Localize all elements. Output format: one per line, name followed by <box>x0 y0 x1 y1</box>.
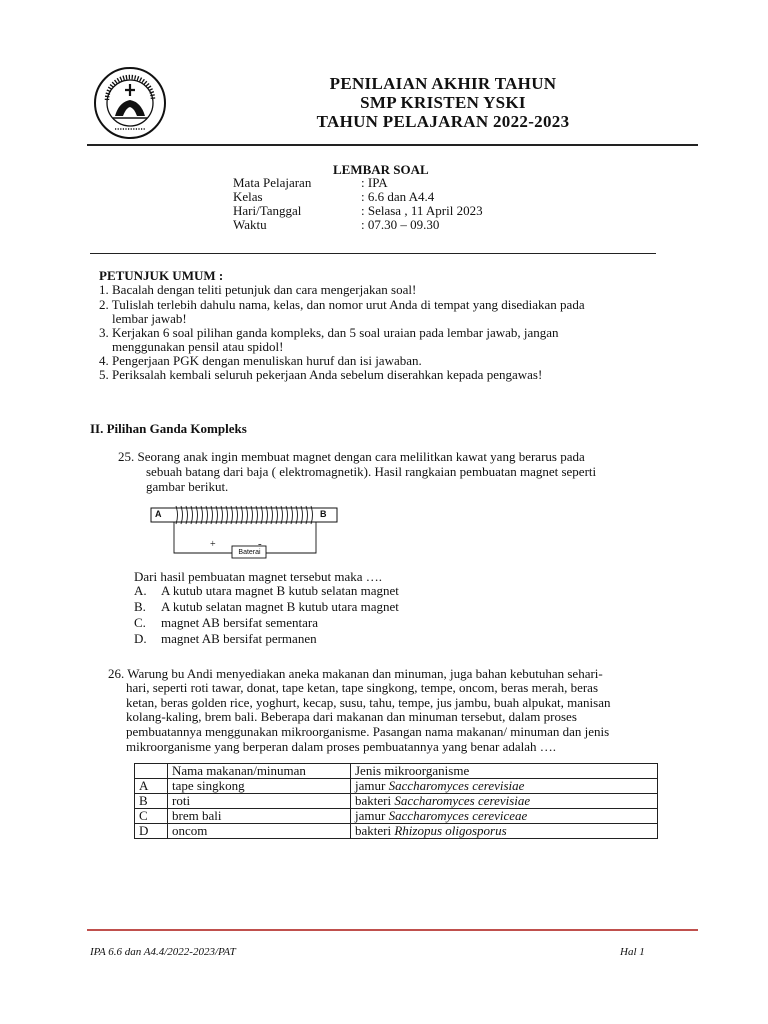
info-value: : Selasa , 11 April 2023 <box>361 203 483 218</box>
info-value: : IPA <box>361 175 388 190</box>
table-cell-micro <box>351 794 658 809</box>
figure-plus-sign: + <box>210 539 216 550</box>
instruction-line: 4. Pengerjaan PGK dengan menuliskan huruf dan isi jawaban. <box>99 353 422 368</box>
table-header-cell <box>135 764 168 779</box>
micro-type: bakteri <box>355 793 395 808</box>
header-divider <box>87 144 698 146</box>
q26-text: 26. Warung bu Andi menyediakan aneka makanan dan minuman, juga bahan kebutuhan sehari- <box>108 666 603 681</box>
table-cell-micro <box>351 809 658 824</box>
q26-text: hari, seperti roti tawar, donat, tape ketan, tape singkong, tempe, oncom, beras merah, beras <box>126 680 599 695</box>
instructions-title: PETUNJUK UMUM : <box>99 268 224 283</box>
table-header-cell: Jenis mikroorganisme <box>351 764 658 779</box>
micro-species: Rhizopus oligosporus <box>394 823 507 838</box>
table-row <box>135 794 658 809</box>
option-letter: D. <box>134 631 147 646</box>
option-text: A kutub selatan magnet B kutub utara magnet <box>161 599 399 614</box>
table-cell-option: A <box>135 779 168 794</box>
option-text: A kutub utara magnet B kutub selatan magnet <box>161 583 399 598</box>
info-label: Mata Pelajaran <box>233 175 312 190</box>
table-row <box>135 824 658 839</box>
table-cell-food: oncom <box>168 824 351 839</box>
footer-page-number: Hal 1 <box>620 946 645 958</box>
school-logo <box>93 66 167 140</box>
micro-type: jamur <box>355 778 389 793</box>
footer-doc-code: IPA 6.6 dan A4.4/2022-2023/PAT <box>90 946 236 958</box>
option-text: magnet AB bersifat sementara <box>161 615 319 630</box>
figure-minus-sign: - <box>258 538 262 550</box>
option-letter: C. <box>134 615 146 630</box>
table-cell-micro <box>351 824 658 839</box>
instruction-line: 5. Periksalah kembali seluruh pekerjaan Anda sebelum diserahkan kepada pengawas! <box>99 367 543 382</box>
info-value: : 6.6 dan A4.4 <box>361 189 435 204</box>
micro-species: Saccharomyces cerevisiae <box>388 778 525 793</box>
micro-species: Saccharomyces cereviceae <box>388 808 528 823</box>
q25-text: gambar berikut. <box>146 479 229 494</box>
header-title-line2: SMP KRISTEN YSKI <box>360 93 526 112</box>
table-row <box>135 779 658 794</box>
table-cell-food: roti <box>168 794 351 809</box>
instruction-line: menggunakan pensil atau spidol! <box>112 339 284 354</box>
info-value: : 07.30 – 09.30 <box>361 217 440 232</box>
table-header-row <box>135 764 658 779</box>
header-title-line3: TAHUN PELAJARAN 2022-2023 <box>316 112 570 131</box>
answer-options-table <box>134 763 658 839</box>
school-logo-seal <box>93 66 167 140</box>
q26-text: kolang-kaling, brem bali. Beberapa dari makanan dan minuman tersebut, dalam proses <box>126 709 577 724</box>
figure-label-b: B <box>320 509 327 519</box>
q25-text: sebuah batang dari baja ( elektromagnetik). Hasil rangkaian pembuatan magnet seperti <box>146 464 597 479</box>
instruction-line: 1. Bacalah dengan teliti petunjuk dan cara mengerjakan soal! <box>99 282 417 297</box>
instruction-line: 3. Kerjakan 6 soal pilihan ganda kompleks, dan 5 soal uraian pada lembar jawab, jangan <box>99 325 559 340</box>
table-header-cell: Nama makanan/minuman <box>168 764 351 779</box>
section-title: II. Pilihan Ganda Kompleks <box>90 421 247 436</box>
table-cell-micro <box>351 779 658 794</box>
q25-option-a <box>134 583 399 599</box>
q25-option-c <box>134 615 318 631</box>
figure-label-a: A <box>155 509 162 519</box>
instruction-line: 2. Tulislah terlebih dahulu nama, kelas, dan nomor urut Anda di tempat yang disediakan pada <box>99 297 585 312</box>
q25-option-d <box>134 631 317 647</box>
info-divider <box>90 253 656 254</box>
instruction-line: lembar jawab! <box>112 311 187 326</box>
table-cell-option: D <box>135 824 168 839</box>
option-letter: B. <box>134 599 146 614</box>
q26-text: mikroorganisme yang berperan dalam proses pembuatannya yang benar adalah …. <box>126 739 557 754</box>
table-cell-food: tape singkong <box>168 779 351 794</box>
q26-text: pembuatannya menggunakan mikroorganisme. Pasangan nama makanan/ minuman dan jenis <box>126 724 610 739</box>
table-cell-option: B <box>135 794 168 809</box>
info-label: Hari/Tanggal <box>233 203 302 218</box>
sheet-title: LEMBAR SOAL <box>333 162 429 177</box>
option-letter: A. <box>134 583 147 598</box>
q25-stem: Dari hasil pembuatan magnet tersebut maka …. <box>134 569 383 584</box>
q25-text: 25. Seorang anak ingin membuat magnet dengan cara melilitkan kawat yang berarus pada <box>118 449 585 464</box>
footer-divider <box>87 929 698 931</box>
info-label: Kelas <box>233 189 263 204</box>
q25-option-b <box>134 599 399 615</box>
info-label: Waktu <box>233 217 267 232</box>
micro-type: jamur <box>355 808 389 823</box>
table-cell-food: brem bali <box>168 809 351 824</box>
table-cell-option: C <box>135 809 168 824</box>
micro-species: Saccharomyces cerevisiae <box>394 793 531 808</box>
option-text: magnet AB bersifat permanen <box>161 631 317 646</box>
q26-text: ketan, beras golden rice, yoghurt, kecap, susu, tahu, tempe, jus jambu, buah alpukat, manisan <box>126 695 611 710</box>
figure-battery-label: Baterai <box>238 549 261 556</box>
table-row <box>135 809 658 824</box>
micro-type: bakteri <box>355 823 395 838</box>
header-title-line1: PENILAIAN AKHIR TAHUN <box>329 74 557 93</box>
electromagnet-figure <box>150 503 340 561</box>
